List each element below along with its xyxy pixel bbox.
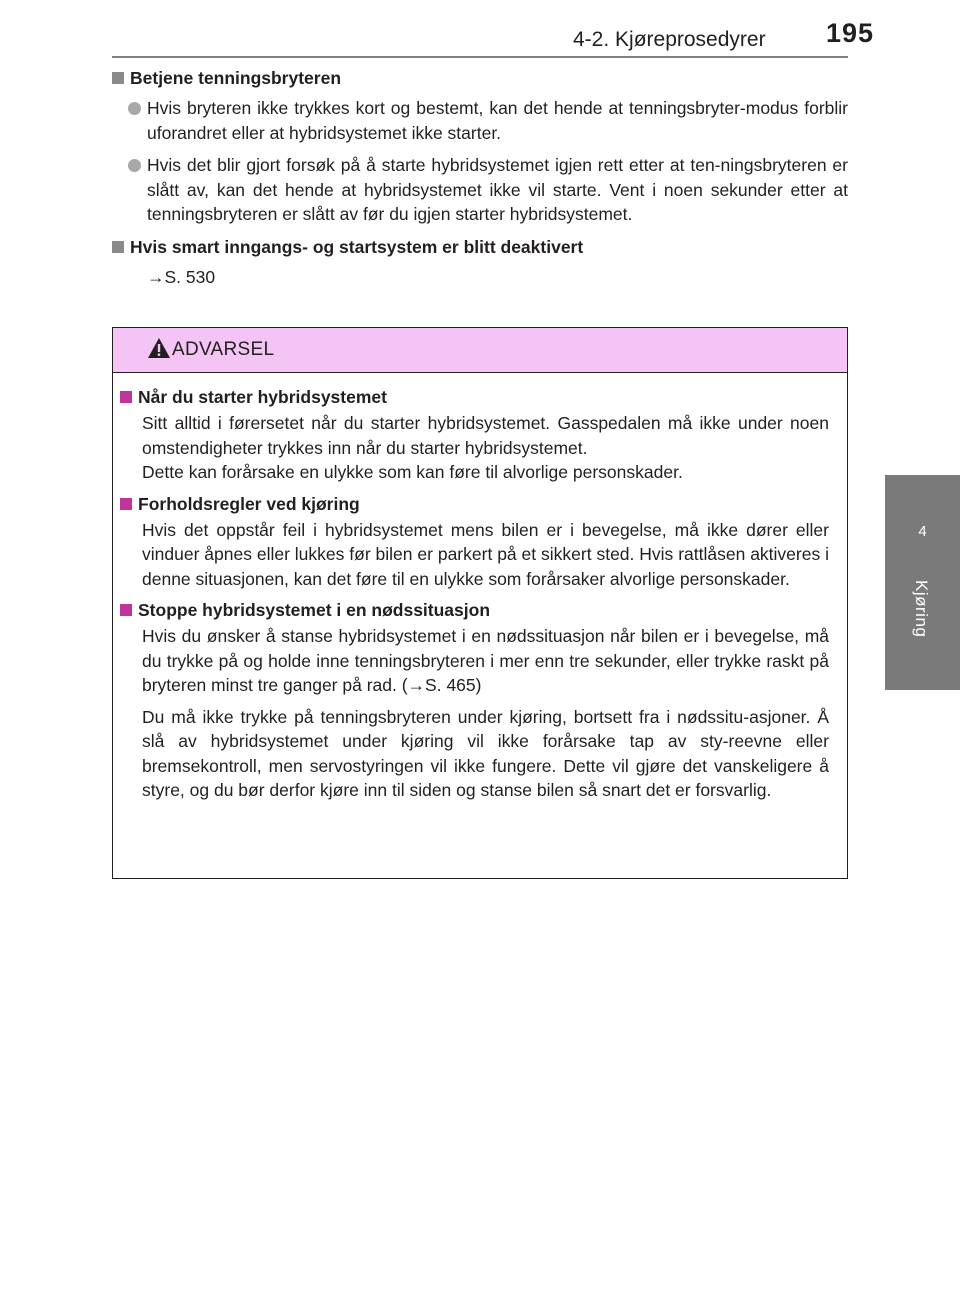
bullet-text: Hvis bryteren ikke trykkes kort og bestemt, kan det hende at tenningsbryter-modus forblir uforandret eller at hybridsystemet ikke starter.	[147, 98, 848, 143]
warning-paragraph: Hvis du ønsker å stanse hybridsystemet i en nødssituasjon når bilen er i bevegelse, må du trykke på og holde inne tenningsbryteren i mer enn tre sekunder, eller trykke raskt på bryteren minst tre ganger på rad. (→S. 465)	[142, 626, 829, 695]
main-content	[112, 66, 848, 289]
warning-triangle-icon	[147, 337, 171, 359]
warning-box	[112, 327, 848, 879]
page-reference-link[interactable]: →S. 530	[147, 266, 216, 287]
chapter-side-tab[interactable]	[885, 475, 960, 690]
square-bullet-icon	[112, 241, 124, 253]
bullet-text: Hvis det blir gjort forsøk på å starte hybridsystemet igjen rett etter at ten-ningsbryteren er slått av, kan det hende at hybridsystemet ikke vil starte. Vent i noen sekunder etter at tenningsbryteren er slått av før du igjen starter hybridsystemet.	[147, 155, 848, 224]
section-heading	[112, 66, 848, 90]
square-bullet-icon	[120, 604, 132, 616]
warning-item-heading	[120, 492, 829, 516]
square-bullet-icon	[112, 72, 124, 84]
section-heading	[112, 235, 848, 259]
warning-item-heading-text: Forholdsregler ved kjøring	[138, 493, 360, 514]
square-bullet-icon	[120, 498, 132, 510]
section-heading-text: Betjene tenningsbryteren	[130, 68, 342, 88]
warning-body	[113, 373, 847, 803]
warning-item-heading	[120, 598, 829, 622]
round-bullet-icon	[128, 159, 141, 172]
page-number: 195	[826, 18, 875, 48]
warning-paragraph: Sitt alltid i førersetet når du starter hybridsystemet. Gasspedalen må ikke under noen omstendigheter trykkes inn når du starter hybridsystemet.	[142, 413, 829, 458]
warning-paragraph: Dette kan forårsake en ulykke som kan føre til alvorlige personskader.	[142, 462, 683, 482]
section-heading-text: Hvis smart inngangs- og startsystem er blitt deaktivert	[130, 236, 584, 257]
warning-paragraph: Hvis det oppstår feil i hybridsystemet mens bilen er i bevegelse, må ikke dører eller vinduer åpnes eller lukkes før bilen er parkert på et sikkert sted. Hvis rattlåsen aktiveres i denne situasjonen, kan det føre til en ulykke som forårsaker alvorlige personskader.	[142, 519, 829, 589]
chapter-label: Kjøring	[912, 580, 931, 638]
chapter-number: 4	[918, 523, 927, 540]
bullet-item	[112, 96, 848, 145]
warning-title: ADVARSEL	[172, 339, 275, 360]
bullet-item	[112, 153, 848, 227]
warning-paragraph: Du må ikke trykke på tenningsbryteren under kjøring, bortsett fra i nødssitu-asjoner. Å slå av hybridsystemet under kjøring vil ikke forårsake tap av sty-reevne eller bremsekontroll, men servostyringen vil ikke fungere. Dette vil gjøre det vanskeligere å styre, og du bør derfor kjøre inn til siden og stanse bilen så snart det er forsvarlig.	[142, 706, 829, 800]
round-bullet-icon	[128, 102, 141, 115]
warning-header	[113, 328, 847, 373]
warning-item-heading	[120, 385, 829, 409]
warning-item-heading-text: Når du starter hybridsystemet	[138, 387, 387, 407]
header-rule	[112, 56, 848, 58]
square-bullet-icon	[120, 391, 132, 403]
header-section-title: 4-2. Kjøreprosedyrer	[573, 28, 766, 51]
warning-item-heading-text: Stoppe hybridsystemet i en nødssituasjon	[138, 600, 491, 620]
